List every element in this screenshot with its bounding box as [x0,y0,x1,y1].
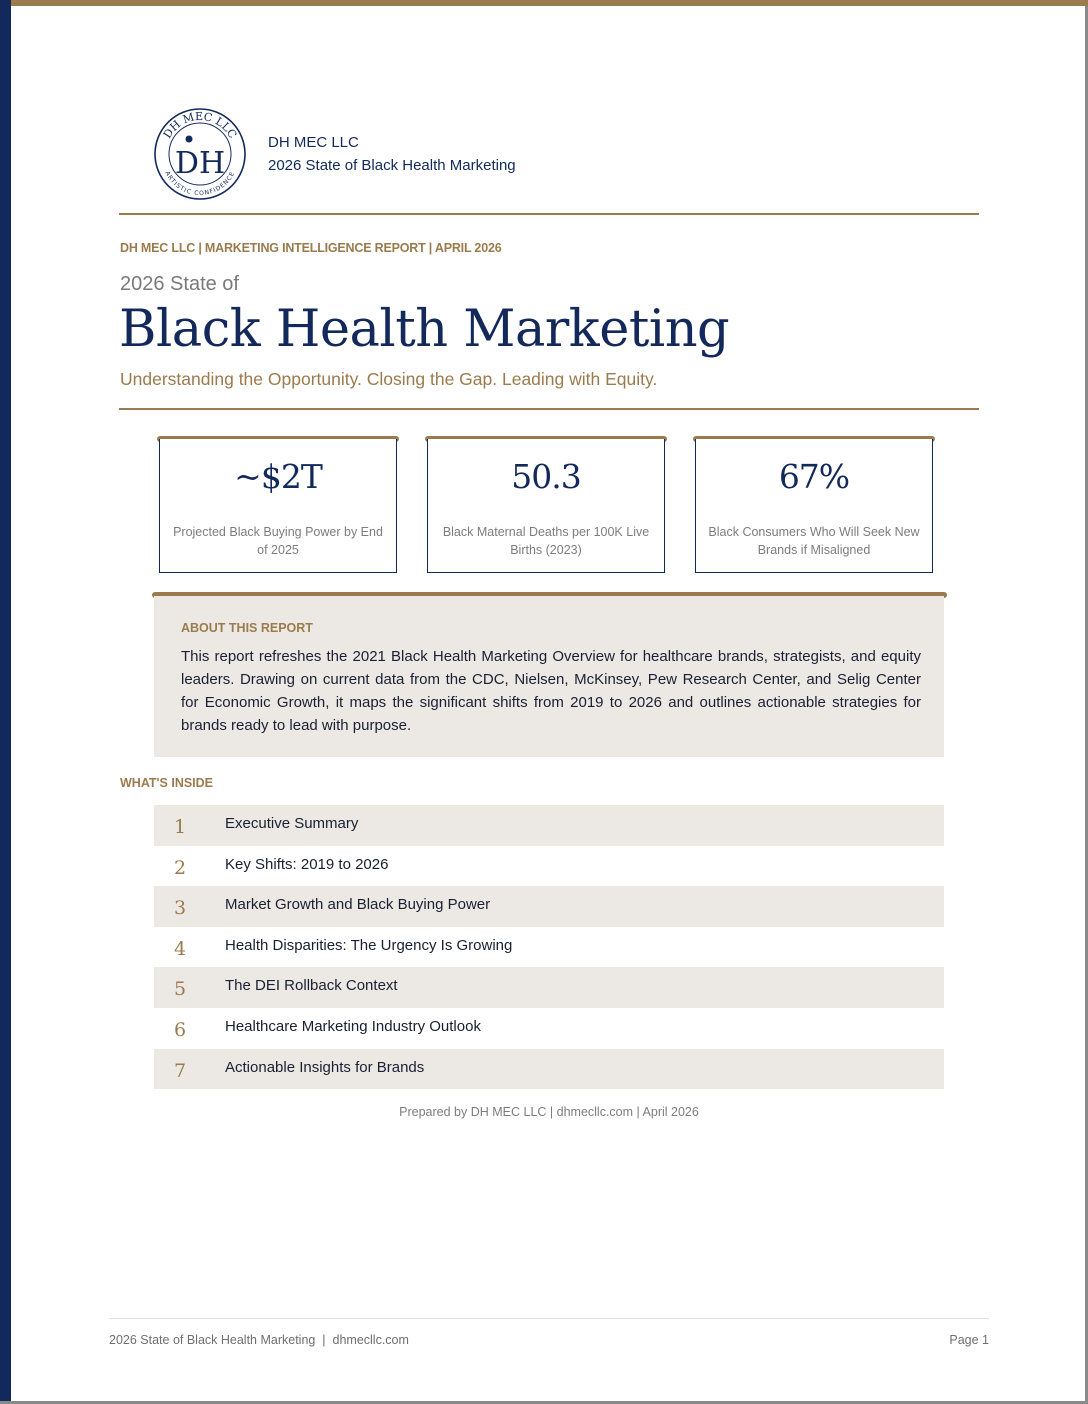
card-body [695,439,933,573]
toc-number: 2 [174,856,187,879]
header-block [268,131,516,177]
toc-item[interactable] [154,886,944,927]
about-panel [152,592,947,757]
toc-item[interactable] [154,846,944,887]
logo-seal-icon [153,107,247,201]
stat-label: Black Consumers Who Will Seek New Brands if Misaligned [708,525,920,557]
header-report-title: 2026 State of Black Health Marketing [268,157,516,174]
toc-number: 3 [174,897,187,920]
svg-text:DH: DH [174,146,226,181]
toc-item[interactable] [154,1049,944,1090]
stat-label: Black Maternal Deaths per 100K Live Births (2023) [442,525,650,557]
table-of-contents [154,805,944,1089]
page-number: Page 1 [949,1333,989,1347]
footer-divider [109,1318,989,1319]
stat-card-maternal-deaths [425,436,667,573]
footer-left: 2026 State of Black Health Marketing | dhmecllc.com [109,1333,409,1347]
stat-label: Projected Black Buying Power by End of 2025 [173,525,383,557]
toc-item[interactable] [154,1008,944,1049]
toc-number: 1 [174,816,187,838]
page-title: Black Health Marketing [119,300,730,359]
about-heading: ABOUT THIS REPORT [181,621,313,635]
toc-number: 5 [174,978,187,1001]
toc-label: The DEI Rollback Context [225,977,398,995]
toc-label: Executive Summary [225,815,359,832]
stat-value: 67% [778,457,850,496]
toc-label: Market Growth and Black Buying Power [225,896,491,914]
company-logo [153,107,247,201]
hero-divider [119,408,979,410]
prepared-by: Prepared by DH MEC LLC | dhmecllc.com | April 2026 [399,1105,699,1119]
toc-label: Actionable Insights for Brands [225,1058,425,1076]
pre-title: 2026 State of [120,273,239,295]
stat-value: 50.3 [511,457,581,496]
card-body [159,439,397,573]
toc-item[interactable] [154,805,944,846]
header-company: DH MEC LLC [268,134,359,151]
report-eyebrow: DH MEC LLC | MARKETING INTELLIGENCE REPORT | APRIL 2026 [120,241,502,255]
left-accent-bar [0,0,11,1404]
toc-number: 7 [174,1059,187,1082]
toc-label: Healthcare Marketing Industry Outlook [225,1017,481,1035]
toc-number: 6 [174,1018,187,1041]
header-divider [119,213,979,215]
toc-item[interactable] [154,927,944,968]
toc-label: Health Disparities: The Urgency Is Growing [225,936,513,954]
page-subtitle: Understanding the Opportunity. Closing the Gap. Leading with Equity. [120,369,658,389]
svg-text:ARTISTIC CONFIDENCE: ARTISTIC CONFIDENCE [163,170,237,198]
toc-item[interactable] [154,967,944,1008]
contents-heading: WHAT'S INSIDE [120,776,214,790]
stat-card-consumers [693,436,935,573]
stat-card-buying-power [157,436,399,573]
about-text: This report refreshes the 2021 Black Health Marketing Overview for healthcare brands, strategists, and equity leaders. Drawing on current data from the CDC, Nielsen, McKinsey, Pew Research Center, and Selig Center for Economic Growth, it maps the significant shifts from 2019 to 2026 and outlines actionable strategies for brands ready to lead with purpose. [181,648,921,734]
top-accent-bar [11,0,1088,6]
about-body [154,596,944,757]
card-body [427,439,665,573]
toc-label: Key Shifts: 2019 to 2026 [225,855,389,873]
svg-text:DH MEC LLC: DH MEC LLC [160,109,240,141]
stat-value: ~$2T [234,457,322,496]
toc-number: 4 [174,937,187,960]
